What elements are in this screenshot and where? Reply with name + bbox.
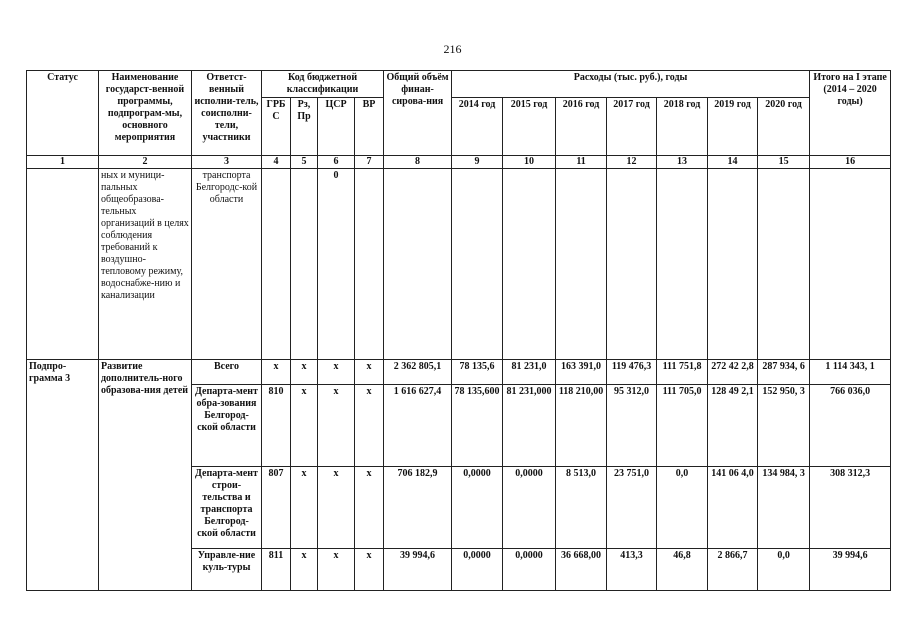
- header-vr: ВР: [355, 98, 384, 156]
- cell-name: ных и муници-пальных общеобразова-тельных организаций в целях соблюдения требований к воздушно-тепловому режиму, водоснабже-нию и канализации: [99, 169, 192, 360]
- header-total: Общий объём финан-сирова-ния: [384, 71, 452, 156]
- cell-stage-total: 766 036,0: [810, 385, 891, 467]
- cell-year: [452, 169, 503, 360]
- cell-year: 119 476,3: [607, 360, 657, 385]
- cell-year: 81 231,000: [503, 385, 556, 467]
- cell-status: Подпро-грамма 3: [27, 360, 99, 591]
- cell-year: 111 751,8: [657, 360, 708, 385]
- cell-stage-total: [810, 169, 891, 360]
- cell-stage-total: 1 114 343, 1: [810, 360, 891, 385]
- cell-csr: х: [318, 467, 355, 549]
- header-status: Статус: [27, 71, 99, 156]
- cell-total: 706 182,9: [384, 467, 452, 549]
- cell-year: 46,8: [657, 549, 708, 591]
- cell-status: [27, 169, 99, 360]
- column-number: 11: [556, 156, 607, 169]
- column-number: 13: [657, 156, 708, 169]
- header-year: 2015 год: [503, 98, 556, 156]
- cell-grbs: 810: [262, 385, 291, 467]
- column-number: 3: [192, 156, 262, 169]
- cell-year: 141 06 4,0: [708, 467, 758, 549]
- cell-rzpr: х: [291, 385, 318, 467]
- cell-rzpr: х: [291, 360, 318, 385]
- cell-year: [708, 169, 758, 360]
- cell-year: 81 231,0: [503, 360, 556, 385]
- cell-vr: х: [355, 385, 384, 467]
- cell-total: 2 362 805,1: [384, 360, 452, 385]
- cell-year: 78 135,6: [452, 360, 503, 385]
- cell-vr: [355, 169, 384, 360]
- header-csr: ЦСР: [318, 98, 355, 156]
- header-year: 2020 год: [758, 98, 810, 156]
- cell-year: [758, 169, 810, 360]
- column-number: 15: [758, 156, 810, 169]
- cell-csr: 0: [318, 169, 355, 360]
- cell-year: 287 934, 6: [758, 360, 810, 385]
- column-number: 2: [99, 156, 192, 169]
- header-year: 2014 год: [452, 98, 503, 156]
- header-grbs: ГРБ С: [262, 98, 291, 156]
- header-budget-code: Код бюджетной классификации: [262, 71, 384, 98]
- header-year: 2016 год: [556, 98, 607, 156]
- cell-year: 0,0000: [503, 467, 556, 549]
- cell-rzpr: [291, 169, 318, 360]
- column-number: 10: [503, 156, 556, 169]
- header-year: 2019 год: [708, 98, 758, 156]
- cell-year: 2 866,7: [708, 549, 758, 591]
- column-number: 9: [452, 156, 503, 169]
- column-number: 1: [27, 156, 99, 169]
- cell-grbs: [262, 169, 291, 360]
- cell-year: 23 751,0: [607, 467, 657, 549]
- column-number-row: [27, 156, 891, 169]
- cell-year: 8 513,0: [556, 467, 607, 549]
- cell-rzpr: х: [291, 549, 318, 591]
- cell-year: 0,0000: [452, 549, 503, 591]
- cell-year: 111 705,0: [657, 385, 708, 467]
- header-year: 2017 год: [607, 98, 657, 156]
- cell-name: Развитие дополнитель-ного образова-ния детей: [99, 360, 192, 591]
- table-row: [27, 360, 891, 385]
- cell-vr: х: [355, 467, 384, 549]
- budget-table: [26, 70, 891, 591]
- cell-csr: х: [318, 360, 355, 385]
- cell-year: 36 668,00: [556, 549, 607, 591]
- cell-year: 78 135,600: [452, 385, 503, 467]
- cell-year: [556, 169, 607, 360]
- cell-year: 413,3: [607, 549, 657, 591]
- table-header: [27, 71, 891, 156]
- header-expenses: Расходы (тыс. руб.), годы: [452, 71, 810, 98]
- cell-year: 0,0000: [452, 467, 503, 549]
- column-number: 8: [384, 156, 452, 169]
- cell-responsible: Департа-мент строи-тельства и транспорта Белгород-ской области: [192, 467, 262, 549]
- cell-year: 128 49 2,1: [708, 385, 758, 467]
- column-number: 6: [318, 156, 355, 169]
- cell-csr: х: [318, 549, 355, 591]
- cell-total: 39 994,6: [384, 549, 452, 591]
- cell-total: [384, 169, 452, 360]
- header-year: 2018 год: [657, 98, 708, 156]
- cell-year: 0,0: [758, 549, 810, 591]
- continuation-row: [27, 169, 891, 360]
- cell-responsible: Управле-ние куль-туры: [192, 549, 262, 591]
- header-stage-total: Итого на I этапе (2014 – 2020 годы): [810, 71, 891, 156]
- cell-total: 1 616 627,4: [384, 385, 452, 467]
- header-responsible: Ответст-венный исполни-тель, соисполни-тели, участники: [192, 71, 262, 156]
- page-number: 216: [443, 42, 462, 56]
- cell-year: 0,0: [657, 467, 708, 549]
- cell-csr: х: [318, 385, 355, 467]
- cell-grbs: 811: [262, 549, 291, 591]
- cell-year: 118 210,00: [556, 385, 607, 467]
- cell-vr: х: [355, 360, 384, 385]
- column-number: 4: [262, 156, 291, 169]
- cell-vr: х: [355, 549, 384, 591]
- column-number: 5: [291, 156, 318, 169]
- header-name: Наименование государст-венной программы, подпрограм-мы, основного мероприятия: [99, 71, 192, 156]
- column-number: 14: [708, 156, 758, 169]
- cell-year: 134 984, 3: [758, 467, 810, 549]
- cell-year: [503, 169, 556, 360]
- column-number: 12: [607, 156, 657, 169]
- cell-year: 152 950, 3: [758, 385, 810, 467]
- column-number: 7: [355, 156, 384, 169]
- cell-year: 95 312,0: [607, 385, 657, 467]
- cell-responsible: Департа-мент обра-зования Белгород-ской области: [192, 385, 262, 467]
- cell-year: 0,0000: [503, 549, 556, 591]
- cell-stage-total: 308 312,3: [810, 467, 891, 549]
- cell-responsible: Всего: [192, 360, 262, 385]
- cell-grbs: х: [262, 360, 291, 385]
- cell-year: 272 42 2,8: [708, 360, 758, 385]
- cell-year: [657, 169, 708, 360]
- cell-stage-total: 39 994,6: [810, 549, 891, 591]
- header-rzpr: Рз, Пр: [291, 98, 318, 156]
- cell-responsible: транспорта Белгородс-кой области: [192, 169, 262, 360]
- cell-grbs: 807: [262, 467, 291, 549]
- cell-year: [607, 169, 657, 360]
- column-number: 16: [810, 156, 891, 169]
- cell-year: 163 391,0: [556, 360, 607, 385]
- cell-rzpr: х: [291, 467, 318, 549]
